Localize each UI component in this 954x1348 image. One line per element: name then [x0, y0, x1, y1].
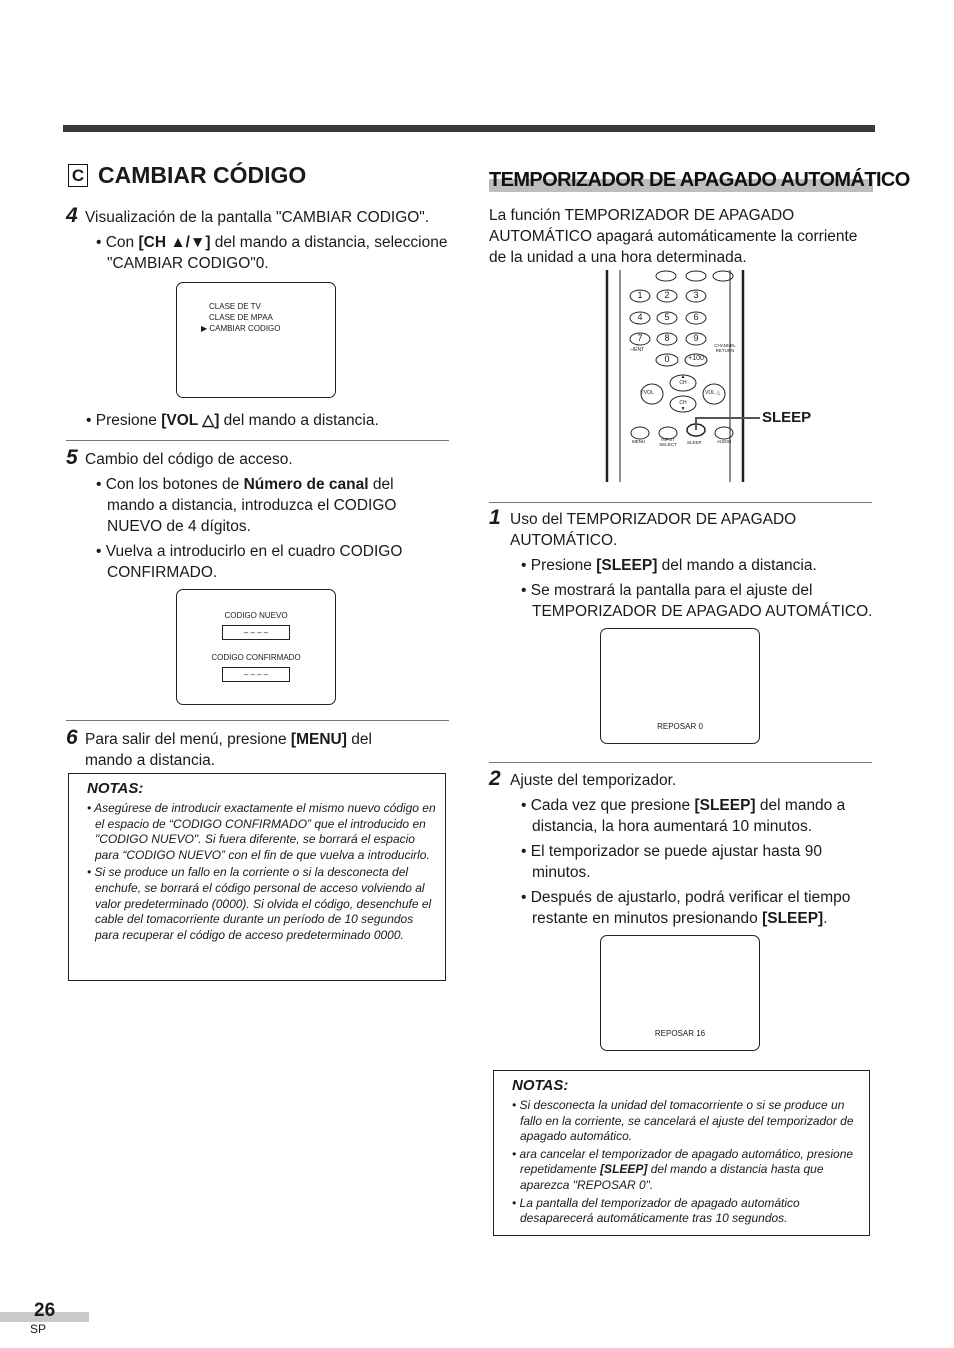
key-ent-label: –/ENT [630, 347, 645, 353]
menu-item: CLASE DE TV [209, 302, 261, 311]
key-plus100: +100 [688, 355, 704, 362]
tv-screen-menu [176, 282, 336, 398]
menu-item: CLASE DE MPAA [209, 313, 273, 322]
input-select-label: INPUT SELECT [659, 437, 677, 447]
bullet: • Cada vez que presione [SLEEP] del mando a distancia, la hora aumentará 10 minutos. [521, 797, 846, 835]
step-number: 4 [66, 204, 78, 227]
key-6: 6 [693, 312, 699, 322]
confirm-code-field: – – – – [222, 667, 290, 682]
key-3: 3 [693, 290, 699, 300]
label-confirm-code: CODIGO CONFIRMADO [211, 653, 301, 662]
bullet: • Presione [VOL △] del mando a distancia. [86, 412, 379, 429]
section-title: TEMPORIZADOR DE APAGADO AUTOMÁTICO [489, 169, 910, 191]
tv-screen-reposar-0 [600, 628, 760, 744]
key-4: 4 [637, 312, 643, 322]
divider [66, 720, 449, 721]
note: • Si se produce un fallo en la corriente o si la desconecta del enchufe, se borrará el código personal de acceso volviendo al valor predeterminado (0000). Si olvida el código, desenchufe el cable del tomacorriente durante un período de 10 segundos para recuperar el código de acceso predeterminado 0000. [87, 865, 432, 942]
key-1: 1 [637, 290, 643, 300]
tv-screen-code-entry [176, 589, 336, 705]
bullet: • Vuelva a introducirlo en el cuadro CODIGO CONFIRMADO. [96, 543, 403, 581]
key-9: 9 [693, 333, 699, 343]
step-number: 5 [66, 446, 78, 469]
channel-return-label: CHANNEL RETURN [714, 343, 736, 353]
remote-labels [600, 270, 820, 485]
section-heading-cambiar-codigo [68, 162, 306, 189]
page-number: 26 [34, 1300, 56, 1321]
step-text: Ajuste del temporizador. [510, 772, 677, 789]
note: • Asegúrese de introducir exactamente el mismo nuevo código en el espacio de “CODIGO CONFIRMADO” que el introducido en "CODIGO NUEVO". Si fuera diferente, se borrará el espacio para “CODIGO NUEVO” con el fin de que vuelva a introducirlo. [87, 801, 436, 862]
screen-text: REPOSAR 16 [654, 1029, 706, 1038]
section-heading-temporizador [489, 168, 910, 192]
step-2 [489, 767, 873, 929]
vol-up-label: VOL △ [705, 390, 721, 396]
step-text: Visualización de la pantalla "CAMBIAR CODIGO". [85, 209, 430, 226]
step-number: 2 [489, 767, 501, 790]
new-code-field: – – – – [222, 625, 290, 640]
bullet: • Presione [SLEEP] del mando a distancia. [521, 557, 817, 574]
bullet: • Se mostrará la pantalla para el ajuste del TEMPORIZADOR DE APAGADO AUTOMÁTICO. [521, 582, 873, 620]
screen-text: REPOSAR 0 [657, 722, 703, 731]
step-5 [66, 446, 450, 583]
menu-label: MENU [632, 439, 646, 444]
bullet: • Después de ajustarlo, podrá verificar el tiempo restante en minutos presionando [SLEEP]. [521, 889, 851, 927]
intro-paragraph: La función TEMPORIZADOR DE APAGADO AUTOMÁTICO apagará automáticamente la corriente de la unidad a una hora determinada. [489, 207, 858, 266]
key-2: 2 [664, 290, 670, 300]
step-text: Uso del TEMPORIZADOR DE APAGADO AUTOMÁTICO. [510, 511, 797, 549]
step-number: 1 [489, 506, 501, 529]
note: • La pantalla del temporizador de apagado automático desaparecerá automáticamente tras 10 segundos. [512, 1195, 800, 1226]
top-rule [63, 125, 875, 132]
sleep-callout: SLEEP [762, 409, 812, 426]
ch-up-label: ▲ CH [679, 374, 687, 386]
language-code: SP [30, 1322, 47, 1336]
divider [66, 440, 449, 441]
step-text: Para salir del menú, presione [MENU] del mando a distancia. [85, 731, 372, 769]
menu-item-selected: ▶ CAMBIAR CODIGO [201, 324, 281, 333]
key-7: 7 [637, 333, 643, 343]
note: • ara cancelar el temporizador de apagado automático, presione repetidamente [SLEEP] del mando a distancia hasta que aparezca "REPOSAR 0". [512, 1146, 854, 1192]
sleep-small-label: SLEEP [687, 440, 702, 445]
key-8: 8 [664, 333, 670, 343]
label-new-code: CODIGO NUEVO [224, 611, 288, 620]
audio-label: AUDIO [717, 439, 732, 444]
note: • Si desconecta la unidad del tomacorriente o si se produce un fallo en la corriente, se cancelará el ajuste del temporizador de apagado automático. [512, 1098, 854, 1144]
ch-down-label: CH ▼ [679, 400, 687, 412]
key-0: 0 [664, 354, 670, 364]
section-letter-box: C [68, 164, 88, 187]
step-1 [489, 506, 873, 622]
step-4 [66, 204, 450, 274]
notes-title: NOTAS: [87, 780, 144, 797]
section-title: CAMBIAR CÓDIGO [98, 162, 307, 188]
tv-screen-reposar-16 [600, 935, 760, 1051]
notes-box-right [493, 1070, 870, 1236]
bullet: • Con los botones de Número de canal del mando a distancia, introduzca el CODIGO NUEVO de 4 dígitos. [96, 476, 397, 535]
step-number: 6 [66, 726, 78, 749]
notes-title: NOTAS: [512, 1077, 569, 1094]
step-text: Cambio del código de acceso. [85, 451, 293, 468]
bullet: • El temporizador se puede ajustar hasta 90 minutos. [521, 843, 822, 881]
bullet: • Con [CH ▲/▼] del mando a distancia, seleccione "CAMBIAR CODIGO"0. [96, 234, 448, 272]
step-6 [66, 726, 450, 771]
notes-box-left [68, 773, 446, 981]
divider [489, 762, 872, 763]
vol-down-label: ▽VOL [640, 390, 654, 396]
divider [489, 502, 872, 503]
key-5: 5 [664, 312, 670, 322]
